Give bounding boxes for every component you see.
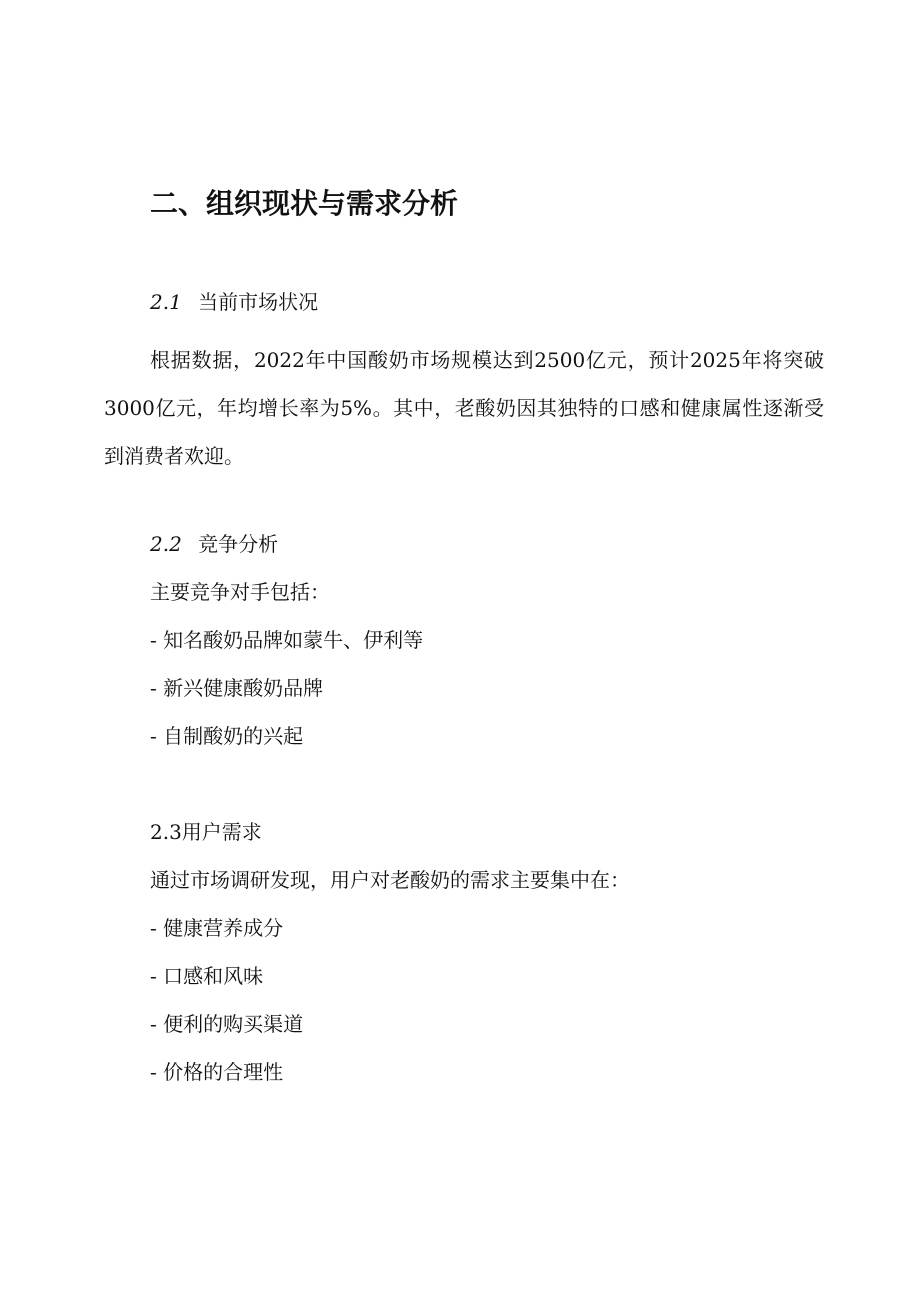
section-2-2-title: 竞争分析 (198, 532, 279, 556)
list-item: - 新兴健康酸奶品牌 (150, 676, 324, 700)
section-2-2-heading (150, 530, 278, 558)
list-item: - 健康营养成分 (150, 916, 284, 940)
section-2-2-number: 2.2 (150, 532, 182, 556)
section-2-1-title: 当前市场状况 (198, 290, 319, 314)
list-item: - 自制酸奶的兴起 (150, 724, 304, 748)
list-item: - 知名酸奶品牌如蒙牛、伊利等 (150, 628, 424, 652)
list-item: - 便利的购买渠道 (150, 1012, 304, 1036)
section-2-3-intro: 通过市场调研发现，用户对老酸奶的需求主要集中在： (150, 868, 630, 892)
chapter-heading: 二、组织现状与需求分析 (150, 187, 459, 220)
section-2-1-number: 2.1 (150, 290, 182, 314)
section-2-1-heading (150, 288, 318, 316)
section-2-3-heading: 2.3用户需求 (150, 820, 262, 844)
list-item: - 口感和风味 (150, 964, 264, 988)
section-2-2-intro: 主要竞争对手包括： (150, 580, 330, 604)
list-item: - 价格的合理性 (150, 1060, 284, 1084)
section-2-1-paragraph: 根据数据，2022年中国酸奶市场规模达到2500亿元，预计2025年将突破3000亿元，年均增长率为5%。其中，老酸奶因其独特的口感和健康属性逐渐受到消费者欢迎。 (104, 348, 824, 468)
